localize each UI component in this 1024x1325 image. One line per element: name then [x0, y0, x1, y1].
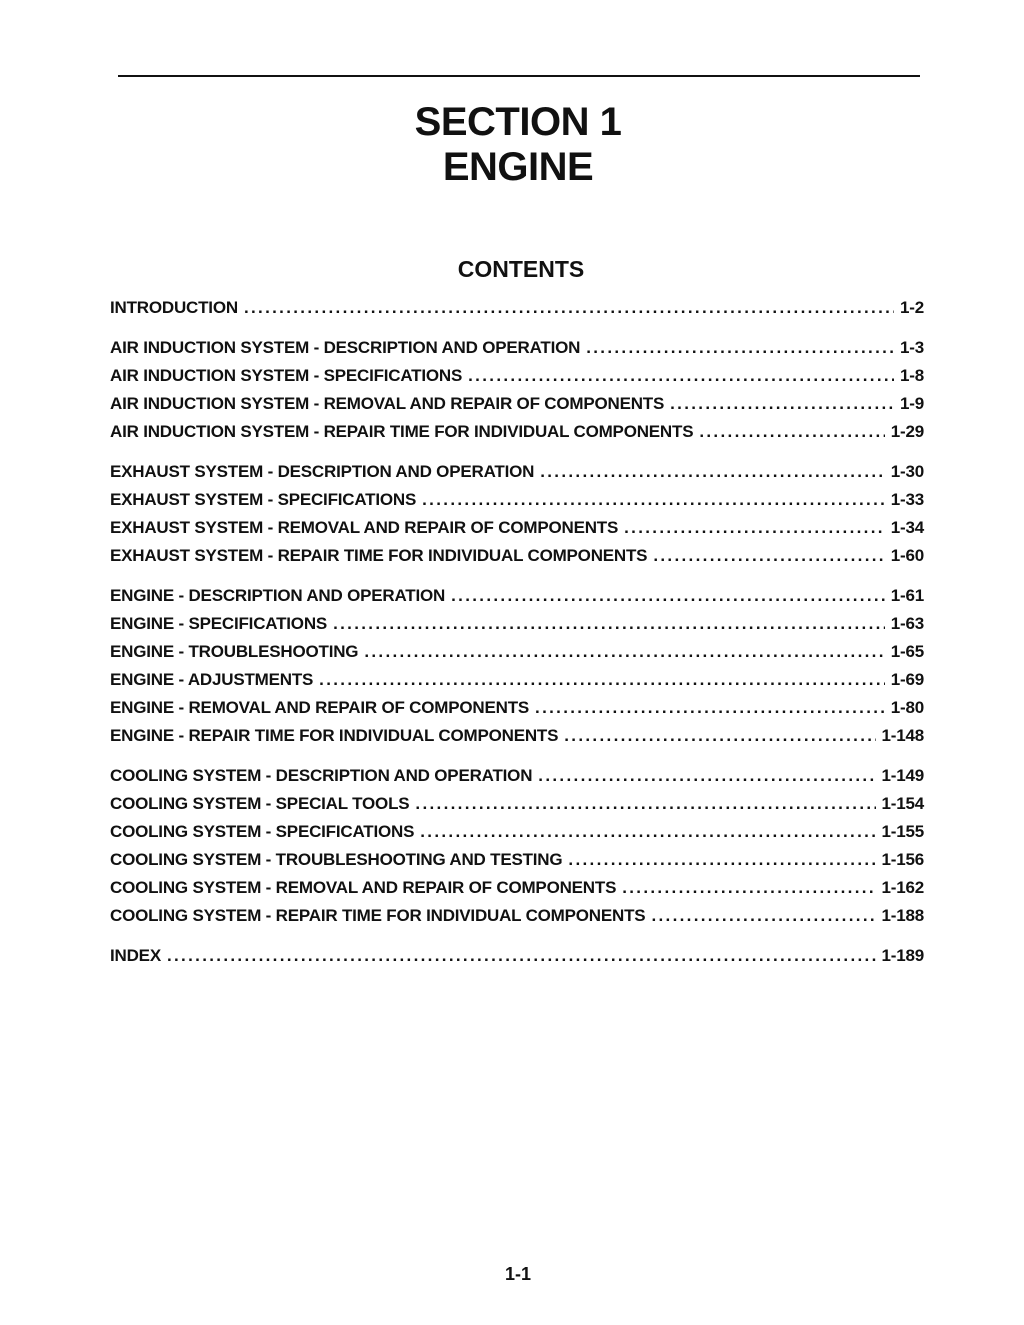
toc-dot-leader: [699, 418, 884, 446]
toc-dot-leader: [586, 334, 894, 362]
toc-entry-title: COOLING SYSTEM - TROUBLESHOOTING AND TESTING: [110, 850, 563, 869]
toc-dot-leader: [653, 542, 884, 570]
toc-entry[interactable]: [110, 638, 924, 666]
toc-entry[interactable]: [110, 846, 924, 874]
toc-entry[interactable]: [110, 418, 924, 446]
toc-entry[interactable]: [110, 582, 924, 610]
toc-entry-title: EXHAUST SYSTEM - SPECIFICATIONS: [110, 490, 417, 509]
toc-dot-leader: [319, 666, 885, 694]
toc-dot-leader: [468, 362, 894, 390]
toc-entry-page: 1-189: [881, 946, 924, 965]
toc-entry-title: ENGINE - REMOVAL AND REPAIR OF COMPONENTS: [110, 698, 530, 717]
toc-dot-leader: [624, 514, 885, 542]
page-number: 1-1: [504, 1264, 531, 1284]
toc-dot-leader: [564, 722, 875, 750]
toc-dot-leader: [451, 582, 885, 610]
toc-entry-title: ENGINE - ADJUSTMENTS: [110, 670, 314, 689]
toc-entry[interactable]: [110, 458, 924, 486]
toc-dot-leader: [538, 762, 875, 790]
toc-entry[interactable]: [110, 514, 924, 542]
toc-entry-page: 1-34: [890, 518, 924, 537]
toc-entry-title: INDEX: [110, 946, 161, 965]
toc-entry-page: 1-162: [881, 878, 924, 897]
toc-entry[interactable]: [110, 486, 924, 514]
toc-group: [110, 762, 924, 930]
toc-entry-page: 1-29: [890, 422, 924, 441]
toc-entry-page: 1-155: [881, 822, 924, 841]
toc-entry-title: INTRODUCTION: [110, 298, 238, 317]
toc-entry[interactable]: [110, 818, 924, 846]
toc-group: [110, 294, 924, 322]
toc-entry[interactable]: [110, 790, 924, 818]
toc-entry-page: 1-65: [890, 642, 924, 661]
toc-entry-title: ENGINE - DESCRIPTION AND OPERATION: [110, 586, 446, 605]
toc-entry-page: 1-3: [900, 338, 924, 357]
toc-entry-title: EXHAUST SYSTEM - REMOVAL AND REPAIR OF COMPONENTS: [110, 518, 619, 537]
toc-entry[interactable]: [110, 362, 924, 390]
toc-entry-title: AIR INDUCTION SYSTEM - DESCRIPTION AND OPERATION: [110, 338, 581, 357]
toc-dot-leader: [333, 610, 885, 638]
toc-dot-leader: [535, 694, 885, 722]
toc-group: [110, 334, 924, 446]
toc-entry-title: EXHAUST SYSTEM - REPAIR TIME FOR INDIVIDUAL COMPONENTS: [110, 546, 648, 565]
toc-entry[interactable]: [110, 334, 924, 362]
toc-dot-leader: [422, 486, 885, 514]
toc-dot-leader: [167, 942, 876, 970]
toc-entry-title: AIR INDUCTION SYSTEM - REMOVAL AND REPAIR OF COMPONENTS: [110, 394, 665, 413]
toc-entry[interactable]: [110, 666, 924, 694]
toc-entry[interactable]: [110, 942, 924, 970]
toc-dot-leader: [651, 902, 875, 930]
toc-entry-page: 1-154: [881, 794, 924, 813]
toc-entry[interactable]: [110, 902, 924, 930]
toc-entry[interactable]: [110, 762, 924, 790]
toc-entry[interactable]: [110, 874, 924, 902]
toc-entry-title: ENGINE - TROUBLESHOOTING: [110, 642, 359, 661]
toc-entry-title: ENGINE - REPAIR TIME FOR INDIVIDUAL COMPONENTS: [110, 726, 559, 745]
toc-dot-leader: [622, 874, 875, 902]
section-label: SECTION 1: [414, 100, 622, 144]
toc-entry-page: 1-148: [881, 726, 924, 745]
toc-entry-title: ENGINE - SPECIFICATIONS: [110, 614, 328, 633]
contents-heading: CONTENTS: [457, 256, 585, 282]
toc-entry-page: 1-60: [890, 546, 924, 565]
toc-dot-leader: [244, 294, 894, 322]
toc-entry-page: 1-63: [890, 614, 924, 633]
toc-dot-leader: [364, 638, 884, 666]
toc-entry-title: COOLING SYSTEM - DESCRIPTION AND OPERATION: [110, 766, 533, 785]
toc-entry[interactable]: [110, 542, 924, 570]
toc-entry-page: 1-69: [890, 670, 924, 689]
toc-entry-title: COOLING SYSTEM - REPAIR TIME FOR INDIVIDUAL COMPONENTS: [110, 906, 646, 925]
toc-entry-page: 1-30: [890, 462, 924, 481]
toc-entry-title: AIR INDUCTION SYSTEM - SPECIFICATIONS: [110, 366, 463, 385]
toc-entry-title: COOLING SYSTEM - SPECIAL TOOLS: [110, 794, 410, 813]
toc-entry[interactable]: [110, 722, 924, 750]
toc-entry[interactable]: [110, 294, 924, 322]
toc-group: [110, 458, 924, 570]
toc-entry-title: COOLING SYSTEM - REMOVAL AND REPAIR OF COMPONENTS: [110, 878, 617, 897]
toc-entry-title: AIR INDUCTION SYSTEM - REPAIR TIME FOR INDIVIDUAL COMPONENTS: [110, 422, 694, 441]
toc-group: [110, 942, 924, 970]
toc-dot-leader: [540, 458, 885, 486]
toc-entry-page: 1-61: [890, 586, 924, 605]
toc-entry[interactable]: [110, 610, 924, 638]
toc-entry-page: 1-9: [900, 394, 924, 413]
toc-entry[interactable]: [110, 694, 924, 722]
toc-entry-page: 1-33: [890, 490, 924, 509]
toc-entry-page: 1-149: [881, 766, 924, 785]
toc-entry-page: 1-156: [881, 850, 924, 869]
toc-dot-leader: [568, 846, 875, 874]
toc-dot-leader: [420, 818, 875, 846]
toc-entry[interactable]: [110, 390, 924, 418]
toc-entry-page: 1-8: [900, 366, 924, 385]
toc-entry-title: COOLING SYSTEM - SPECIFICATIONS: [110, 822, 415, 841]
toc-entry-page: 1-188: [881, 906, 924, 925]
toc-entry-page: 1-80: [890, 698, 924, 717]
toc-entry-page: 1-2: [900, 298, 924, 317]
table-of-contents: [110, 294, 924, 982]
section-name: ENGINE: [442, 145, 594, 189]
toc-dot-leader: [415, 790, 875, 818]
toc-group: [110, 582, 924, 750]
toc-dot-leader: [670, 390, 894, 418]
top-rule: [118, 75, 920, 77]
toc-entry-title: EXHAUST SYSTEM - DESCRIPTION AND OPERATION: [110, 462, 535, 481]
